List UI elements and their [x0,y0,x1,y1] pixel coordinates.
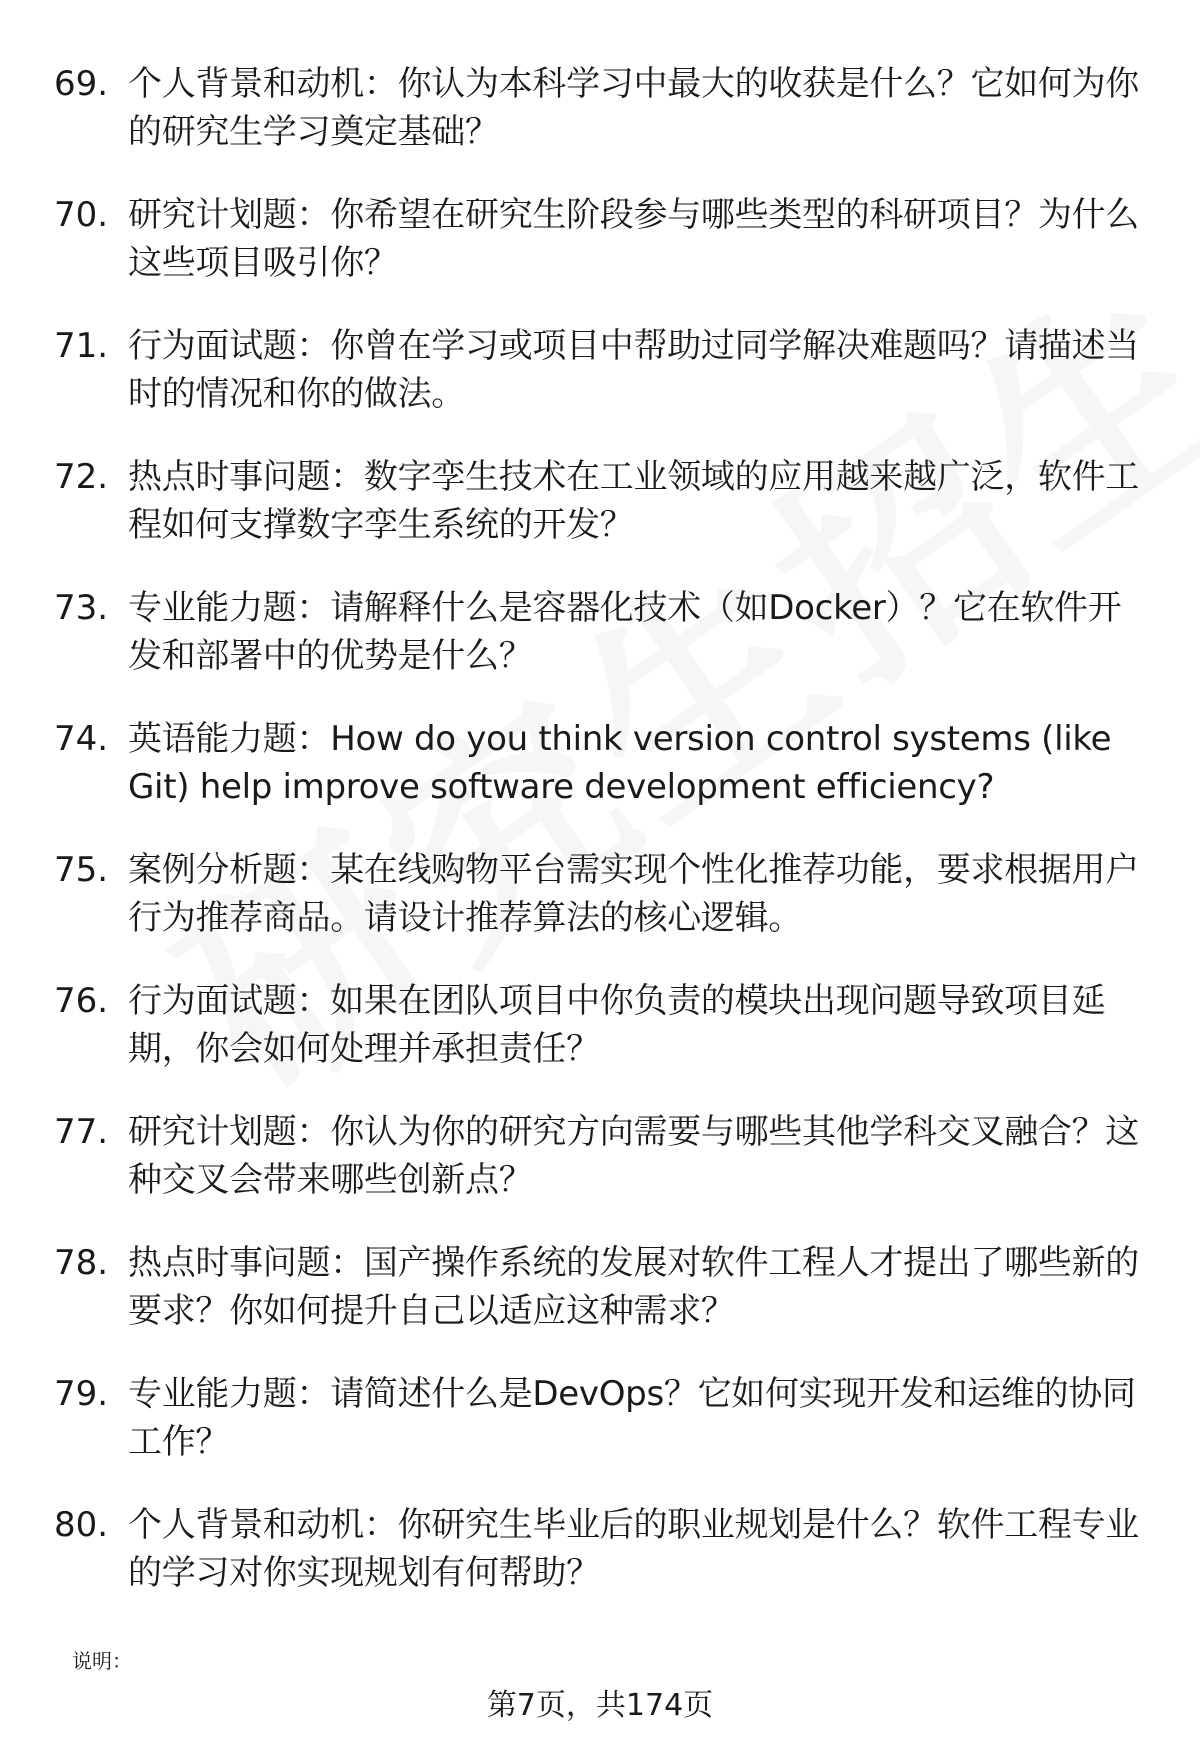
question-item [54,584,1154,715]
question-text: 专业能力题：请简述什么是DevOps？它如何实现开发和运维的协同工作？ [128,1374,1136,1462]
question-text: 研究计划题：你希望在研究生阶段参与哪些类型的科研项目？为什么这些项目吸引你？ [128,195,1139,283]
question-text: 研究计划题：你认为你的研究方向需要与哪些其他学科交叉融合？这种交叉会带来哪些创新点？ [128,1112,1139,1200]
question-item [54,1239,1154,1370]
question-number: 75. [54,850,109,890]
question-number: 78. [54,1243,109,1283]
page-footer: 第7页，共174页 [486,1688,714,1723]
question-text: 热点时事问题：国产操作系统的发展对软件工程人才提出了哪些新的要求？你如何提升自己以适应这种需求？ [128,1243,1139,1331]
question-text: 行为面试题：你曾在学习或项目中帮助过同学解决难题吗？请描述当时的情况和你的做法。 [128,326,1139,414]
question-number: 71. [54,326,109,366]
question-text: 个人背景和动机：你认为本科学习中最大的收获是什么？它如何为你的研究生学习奠定基础？ [128,64,1139,152]
question-text: 热点时事问题：数字孪生技术在工业领域的应用越来越广泛，软件工程如何支撑数字孪生系统的开发？ [128,457,1139,545]
question-number: 74. [54,719,109,759]
question-number: 72. [54,457,109,497]
question-text: 案例分析题：某在线购物平台需实现个性化推荐功能，要求根据用户行为推荐商品。请设计推荐算法的核心逻辑。 [128,850,1139,938]
question-item [54,60,1154,191]
question-list [54,60,1154,1632]
question-number: 80. [54,1505,109,1545]
question-item [54,322,1154,453]
question-text: 专业能力题：请解释什么是容器化技术（如Docker）？它在软件开发和部署中的优势是什么？ [128,588,1122,676]
question-item [54,453,1154,584]
question-item [54,1501,1154,1632]
question-number: 69. [54,64,109,104]
question-text: 个人背景和动机：你研究生毕业后的职业规划是什么？软件工程专业的学习对你实现规划有何帮助？ [128,1505,1139,1593]
question-item [54,1370,1154,1501]
question-item [54,191,1154,322]
question-number: 77. [54,1112,109,1152]
question-item [54,846,1154,977]
question-number: 73. [54,588,109,628]
question-text: 行为面试题：如果在团队项目中你负责的模块出现问题导致项目延期，你会如何处理并承担责任？ [128,981,1106,1069]
question-item [54,977,1154,1108]
question-item [54,715,1154,846]
question-number: 76. [54,981,109,1021]
note-label: 说明： [72,1649,132,1673]
question-text: 英语能力题：How do you think version control systems (like Git) help improve software development efficiency? [128,719,1112,807]
question-number: 79. [54,1374,109,1414]
question-item [54,1108,1154,1239]
question-number: 70. [54,195,109,235]
